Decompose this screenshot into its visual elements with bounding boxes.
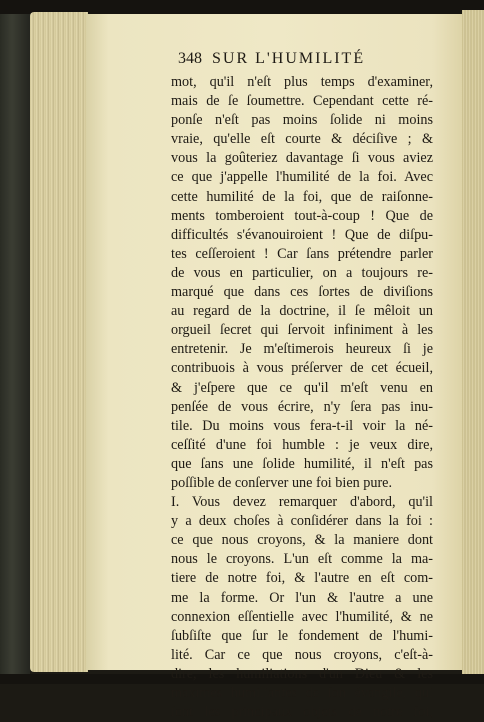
page-number: 348	[178, 50, 202, 67]
text-line: de vous en particulier, on a toujours re-	[171, 264, 433, 281]
right-page-edges	[462, 10, 484, 674]
text-line: que ſans une ſolide humilité, il n'eſt pas	[171, 455, 433, 472]
text-line: I. Vous devez remarquer d'abord, qu'il	[171, 494, 433, 511]
text-line: cette humilité de la foi, que de raiſonne-	[171, 188, 433, 205]
text-line: connexion eſſentielle avec l'humilité, & ne	[171, 608, 433, 625]
book-cover-edge	[0, 0, 30, 684]
text-line: ponſe n'eſt pas moins ſolide ni moins	[171, 112, 433, 129]
text-line: lité. Car ce que nous croyons, c'eſt-à-	[171, 646, 433, 663]
text-line: tes ceſſeroient ! Car ſans prétendre parler	[171, 245, 433, 262]
text-line: tile. Du moins vous fera-t-il voir la né-	[171, 417, 433, 434]
text-line: mais de ſe ſoumettre. Cependant cette ré-	[171, 93, 433, 110]
body-text	[171, 73, 433, 722]
text-line: ments tomberoient tout-à-coup ! Que de	[171, 207, 433, 224]
text-line: marqué que dans ces ſortes de diviſions	[171, 284, 433, 301]
text-line: poſſible de conſerver une foi bien pure.	[171, 474, 393, 491]
text-line: vous la goûteriez davantage ſi vous aviez	[171, 150, 433, 167]
text-line: dire, les humiliations d'un Dieu & les	[171, 665, 433, 682]
page-header	[178, 50, 418, 68]
text-line: nous le croyons. L'un eſt comme la ma-	[171, 551, 433, 568]
text-line: ſubſiſte que ſur le fondement de l'humi-	[171, 627, 433, 644]
text-line: & j'eſpere que ce qu'il m'eſt venu en	[171, 379, 433, 396]
text-line: difficultés s'évanouiroient ! Que de diſpu-	[171, 226, 433, 243]
text-line: entretenir. Je m'eſtimerois heureux ſi je	[171, 341, 433, 358]
text-line: y a deux choſes à conſidérer dans la foi :	[171, 513, 433, 530]
text-line: me la forme. Or l'un & l'autre a une	[171, 589, 433, 606]
text-line: tiere de notre foi, & l'autre en eſt com-	[171, 570, 433, 587]
text-line: ce que nous croyons, & la maniere dont	[171, 532, 433, 549]
text-line: contribuois à vous préſerver de cet écueil,	[171, 360, 433, 377]
running-title: SUR L'HUMILITÉ	[212, 50, 366, 67]
text-line: penſée de vous écrire, n'y ſera pas inu-	[171, 398, 433, 415]
text-line: vraie, qu'elle eſt courte & déciſive ; &	[171, 131, 433, 148]
page-block-edges	[30, 12, 88, 672]
text-line: ceſſité d'une foi humble : je veux dire,	[171, 436, 433, 453]
text-line: ſont les principaux objets de notre foi,	[171, 704, 433, 721]
text-line: mot, qu'il n'eſt plus temps d'examiner,	[171, 74, 433, 90]
text-line: au regard de la doctrine, il ſe mêloit un	[171, 303, 433, 320]
text-line: maximes humiliantes de ſon évangile, qui	[171, 685, 433, 701]
text-line: orgueil ſecret qui ſervoit infiniment à les	[171, 322, 433, 339]
text-line: ce que j'appelle l'humilité de la foi. Avec	[171, 169, 433, 186]
